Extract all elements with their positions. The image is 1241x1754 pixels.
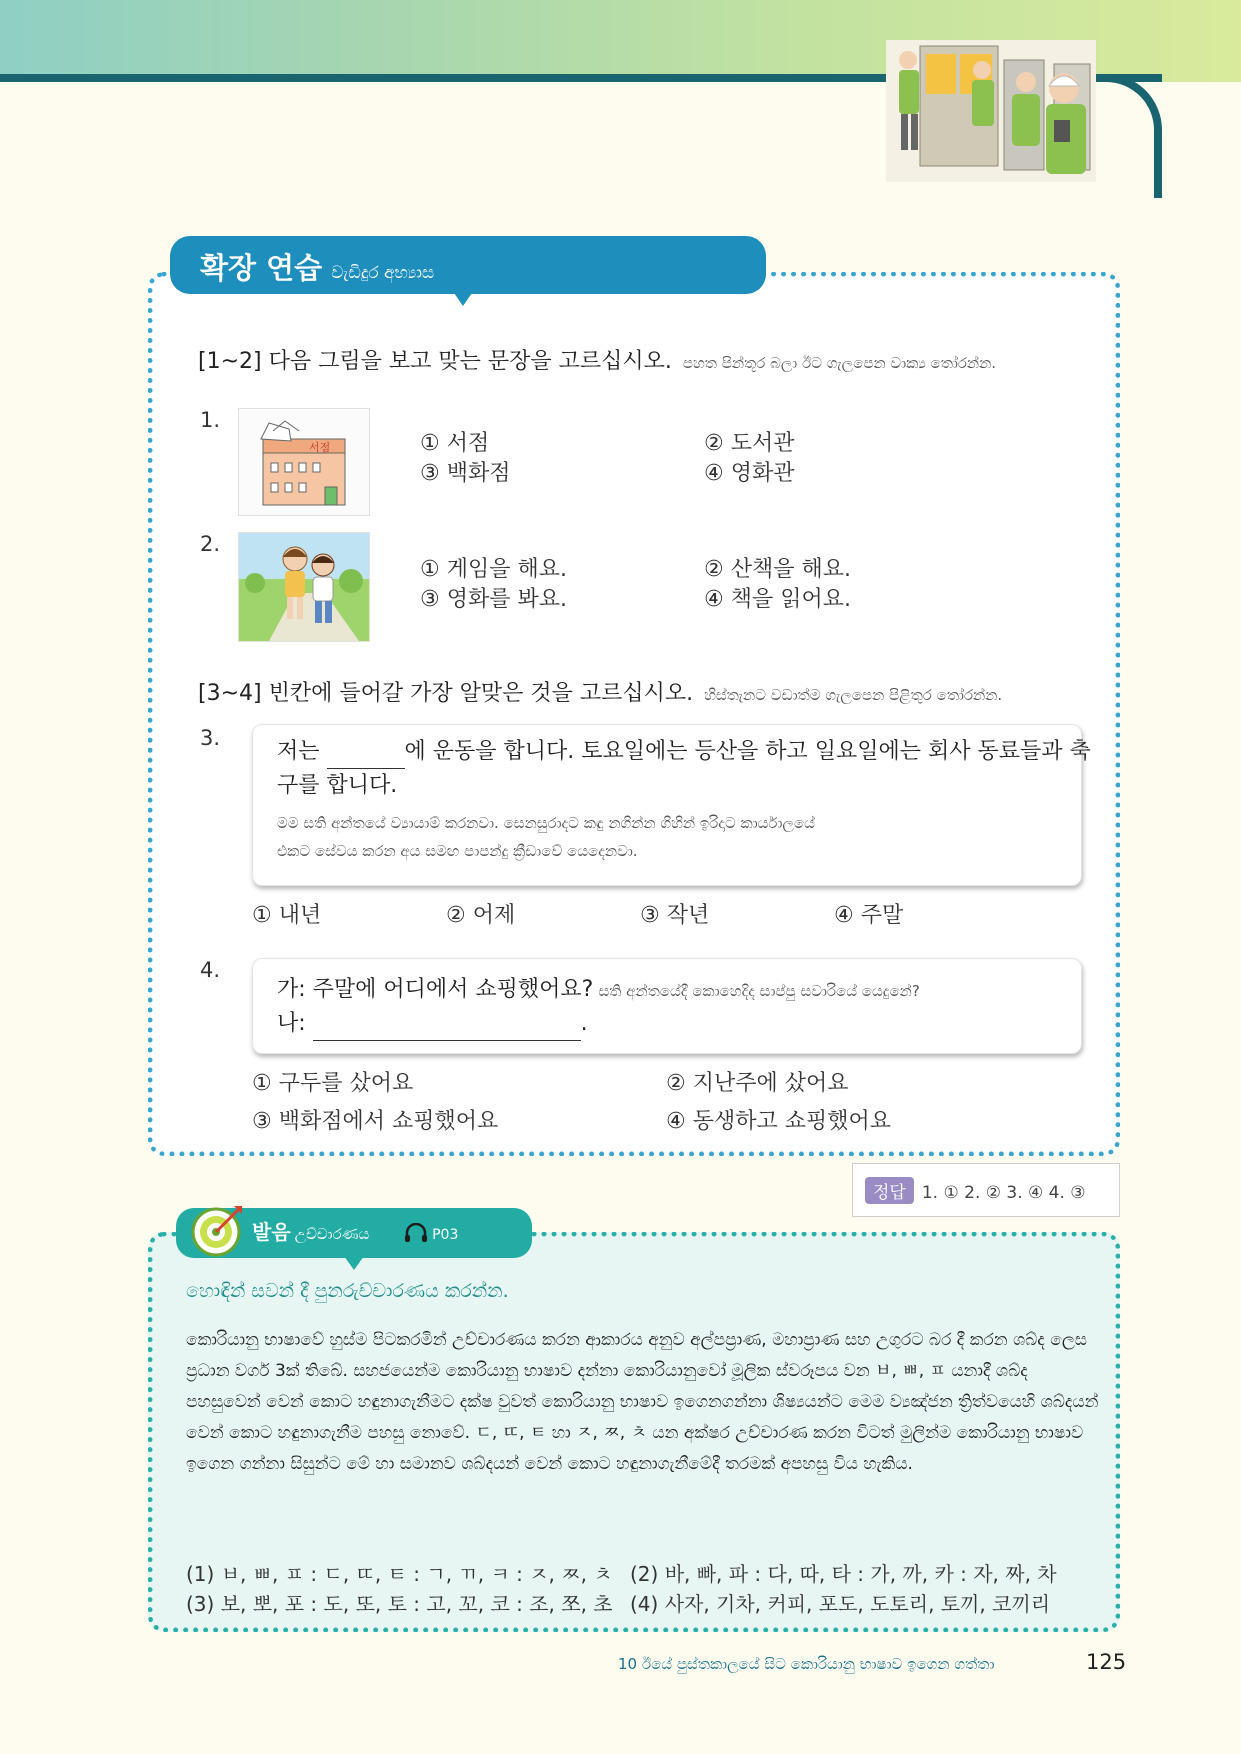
- instruction-1-2-ko: [1~2] 다음 그림을 보고 맞는 문장을 고르십시오.: [198, 349, 672, 374]
- q4-option-3[interactable]: ③ 백화점에서 쇼핑했어요: [252, 1109, 499, 1134]
- pronunciation-title-si: උච්චාරණය: [294, 1225, 370, 1243]
- q4-option-1[interactable]: ① 구두를 샀어요: [252, 1071, 414, 1096]
- practice-tab-pointer: [452, 290, 474, 306]
- q2-option-1[interactable]: ① 게임을 해요.: [420, 557, 567, 582]
- q1-option-4[interactable]: ④ 영화관: [704, 461, 795, 486]
- practice-title: 확장 연습: [200, 251, 323, 285]
- q2-option-4[interactable]: ④ 책을 읽어요.: [704, 587, 851, 612]
- q4-blank: [313, 1016, 581, 1041]
- question-2-number: 2.: [200, 532, 221, 556]
- instruction-1-2-si: පහත පින්තූර බලා ඊට ගැලපෙන වාක්‍ය තෝරන්න.: [682, 354, 997, 372]
- q4-question-si: සති අන්තයේදී කොහෙදිද සාප්පු සවාරියේ යෙදුනේ?: [598, 982, 920, 1000]
- chapter-footer: 10 ඊයේ පුස්තකාලයේ සිට කොරියානු භාෂාව ඉගෙන ගත්තා: [618, 1655, 995, 1673]
- q4-question-ko: 가: 주말에 어디에서 쇼핑했어요?: [277, 977, 594, 1002]
- pronunciation-example-3: (3) 보, 뽀, 포 : 도, 또, 토 : 고, 꼬, 코 : 조, 쪼, 초: [186, 1592, 613, 1616]
- q4-line-1: [277, 973, 1081, 1007]
- q3-text-after-blank: 에 운동을 합니다. 토요일에는 등산을 하고 일요일에는 회사 동료들과 축: [404, 739, 1091, 764]
- q3-translation-line-1: මම සති අන්තයේ ව්‍යායාම් කරනවා. සෙනසුරාදට කඳු නගින්න ගිහින් ඉරිදාට කාර්යාලයේ: [277, 814, 815, 832]
- q1-option-1[interactable]: ① 서점: [420, 431, 490, 456]
- q1-option-2[interactable]: ② 도서관: [704, 431, 795, 456]
- q4-option-2[interactable]: ② 지난주에 샀어요: [666, 1071, 849, 1096]
- instruction-3-4-si: හිස්තැනට වඩාත්ම ගැලපෙන පිළිතුර තෝරන්න.: [704, 686, 1003, 704]
- bookstore-picture: [238, 408, 370, 516]
- pronunciation-body: කොරියානු භාෂාවේ හුස්ම පිටකරමින් උච්චාරණය කරන ආකාරය අනුව අල්පප්‍රාණ, මහාප්‍රාණ සහ උගුරට බර දී කරන ශබ්ද ලෙස ප්‍රධාන වර්ග 3ක් තිබේ. සහජයෙන්ම කොරියානු භාෂාව දන්නා කොරියානුවෝ මූලික ස්වරූපය වන ㅂ, ㅃ, ㅍ යනාදී ශබ්ද පහසුවෙන් වෙන් කොට හඳුනාගැනීමට දක්ෂ වුවත් කොරියානු භාෂාව ඉගෙනගන්නා ශිෂ්‍යයන්ට මෙම ව්‍යඤ්ජන ත්‍රිත්වයෙහි ශබ්දයන් වෙන් කොට හඳුනාගැනීම පහසු නොවේ. ㄷ, ㄸ, ㅌ හා ㅈ, ㅉ, ㅊ යන අක්ෂර උච්චාරණ කරන විටත් මුලින්ම කොරියානු භාෂාව ඉගෙන ගන්නා සිසුන්ට මේ හා සමානව ශබ්දයන් වෙන් කොට හඳුනාගැනීමේදී තරමක් අපහසු විය හැකිය.: [186, 1330, 1099, 1474]
- walking-picture: [238, 532, 370, 642]
- pronunciation-heading: හොඳින් සවන් දී පුනරුච්චාරණය කරන්න.: [186, 1280, 509, 1302]
- answer-key-label: 정답: [865, 1177, 914, 1204]
- q4-line-2: [277, 1007, 1081, 1041]
- headphones-icon: [404, 1223, 428, 1243]
- q3-text-before-blank: 저는: [277, 739, 327, 764]
- header-rule-curve: [1100, 74, 1162, 198]
- q3-option-4[interactable]: ④ 주말: [834, 903, 904, 928]
- page-number: 125: [1086, 1650, 1127, 1674]
- q3-option-2[interactable]: ② 어제: [446, 903, 516, 928]
- audio-track[interactable]: [404, 1227, 459, 1243]
- q4-option-4[interactable]: ④ 동생하고 쇼핑했어요: [666, 1109, 891, 1134]
- workers-illustration: [886, 40, 1096, 182]
- pronunciation-tab-pointer: [344, 1256, 364, 1270]
- pronunciation-title: 발음: [252, 1220, 291, 1244]
- q2-option-3[interactable]: ③ 영화를 봐요.: [420, 587, 567, 612]
- q4-answer-end: .: [580, 1011, 588, 1036]
- target-icon: [190, 1202, 246, 1258]
- question-4-number: 4.: [200, 958, 221, 982]
- pronunciation-example-4: (4) 사자, 기차, 커피, 포도, 도토리, 토끼, 코끼리: [630, 1592, 1051, 1616]
- q2-option-2[interactable]: ② 산책을 해요.: [704, 557, 851, 582]
- q4-answer-label: 나:: [277, 1011, 306, 1036]
- instruction-3-4-ko: [3~4] 빈칸에 들어갈 가장 알맞은 것을 고르십시오.: [198, 681, 694, 706]
- q1-option-3[interactable]: ③ 백화점: [420, 461, 511, 486]
- q3-sentence-line-2: 구를 합니다.: [277, 773, 398, 798]
- answer-key-text: 1. ① 2. ② 3. ④ 4. ③: [921, 1183, 1086, 1203]
- instruction-3-4: [198, 676, 1002, 707]
- pronunciation-example-1: (1) ㅂ, ㅃ, ㅍ : ㄷ, ㄸ, ㅌ : ㄱ, ㄲ, ㅋ : ㅈ, ㅉ, ㅊ: [186, 1562, 613, 1586]
- q3-option-3[interactable]: ③ 작년: [640, 903, 710, 928]
- q3-sentence-line-1: [277, 735, 1091, 769]
- instruction-1-2: [198, 344, 996, 375]
- practice-title-si: වැඩිදුර අභ්‍යාස: [331, 263, 435, 283]
- bookstore-sign: 서점: [309, 441, 331, 454]
- q3-option-1[interactable]: ① 내년: [252, 903, 322, 928]
- audio-code: P03: [432, 1227, 459, 1243]
- question-1-number: 1.: [200, 408, 221, 432]
- practice-tab: [170, 236, 766, 294]
- q3-translation-line-2: එකට සේවය කරන අය සමඟ පාපන්දු ක්‍රීඩාවේ යෙදෙනවා.: [277, 842, 638, 860]
- question-3-card: [252, 724, 1091, 886]
- question-3-number: 3.: [200, 726, 221, 750]
- answer-key: [852, 1163, 1120, 1217]
- pronunciation-example-2: (2) 바, 빠, 파 : 다, 따, 타 : 가, 까, 카 : 자, 짜, 차: [630, 1562, 1057, 1586]
- q3-blank: [327, 744, 405, 769]
- question-4-card: [252, 958, 1082, 1054]
